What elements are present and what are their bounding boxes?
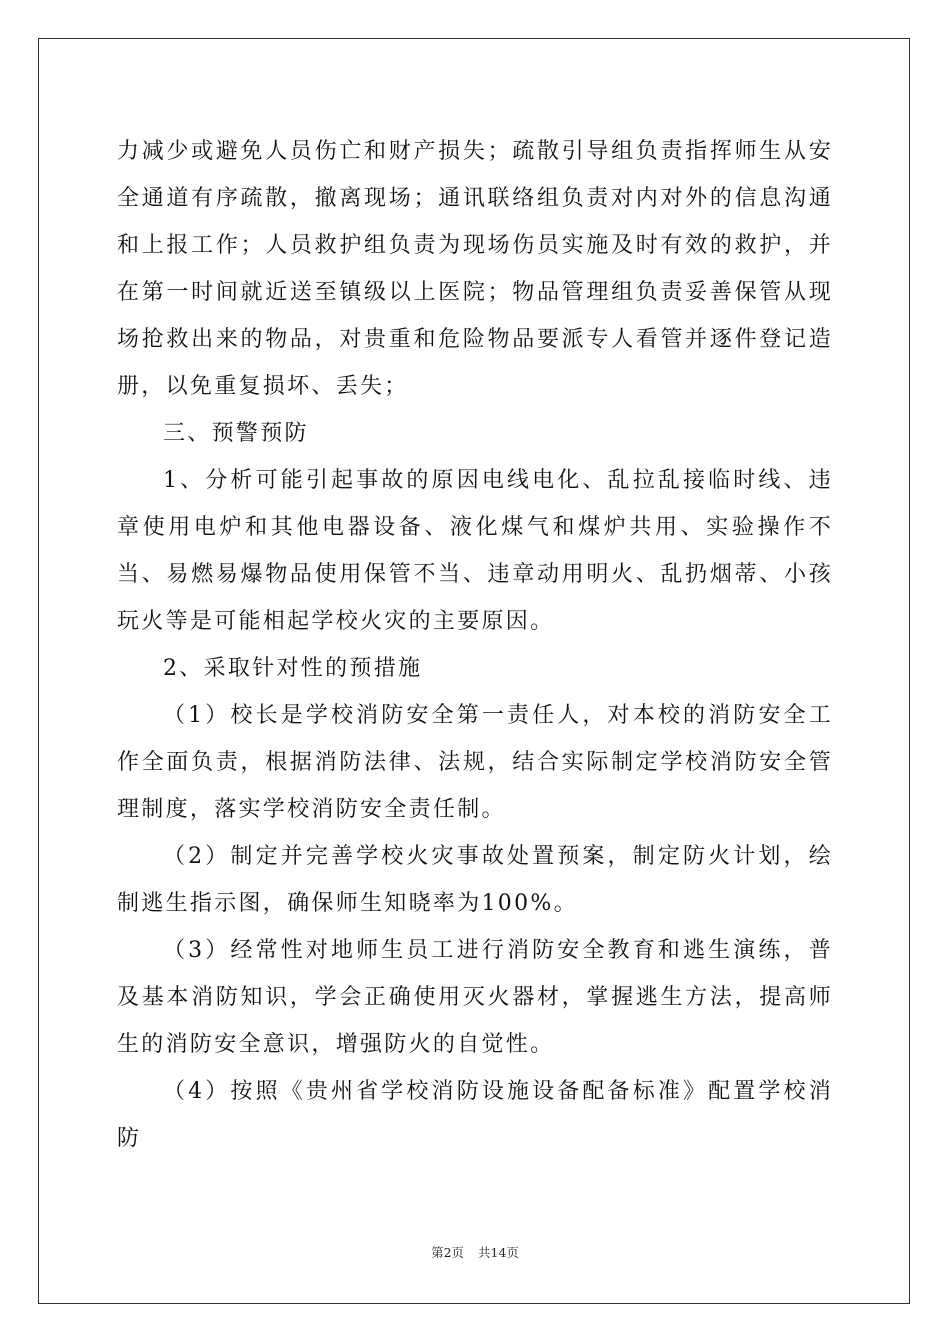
page-total: 共14页 — [478, 1245, 519, 1260]
page-number: 第2页 — [431, 1245, 465, 1260]
paragraph-measure-3: （3）经常性对地师生员工进行消防安全教育和逃生演练，普及基本消防知识，学会正确使用灭火器材，掌握逃生方法，提高师生的消防安全意识，增强防火的自觉性。 — [117, 938, 833, 1057]
paragraph-cause-analysis: 1、分析可能引起事故的原因电线电化、乱拉乱接临时线、违章使用电炉和其他电器设备、液化煤气和煤炉共用、实验操作不当、易燃易爆物品使用保管不当、违章动用明火、乱扔烟蒂、小孩玩火等是可能相起学校火灾的主要原因。 — [117, 468, 833, 634]
page-footer — [0, 1243, 950, 1261]
section-heading-early-warning: 三、预警预防 — [163, 421, 309, 446]
paragraph-measure-2: （2）制定并完善学校火灾事故处置预案，制定防火计划，绘制逃生指示图，确保师生知晓率为100%。 — [117, 844, 833, 916]
document-body — [117, 128, 833, 1162]
paragraph-measure-4: （4）按照《贵州省学校消防设施设备配备标准》配置学校消防 — [117, 1079, 833, 1151]
paragraph-continuation: 力减少或避免人员伤亡和财产损失；疏散引导组负责指挥师生从安全通道有序疏散，撤离现场；通讯联络组负责对内对外的信息沟通和上报工作；人员救护组负责为现场伤员实施及时有效的救护，并在第一时间就近送至镇级以上医院；物品管理组负责妥善保管从现场抢救出来的物品，对贵重和危险物品要派专人看管并逐件登记造册，以免重复损坏、丢失； — [117, 139, 833, 399]
paragraph-measure-1: （1）校长是学校消防安全第一责任人，对本校的消防安全工作全面负责，根据消防法律、法规，结合实际制定学校消防安全管理制度，落实学校消防安全责任制。 — [117, 703, 833, 822]
paragraph-measures-heading: 2、采取针对性的预措施 — [163, 656, 423, 681]
